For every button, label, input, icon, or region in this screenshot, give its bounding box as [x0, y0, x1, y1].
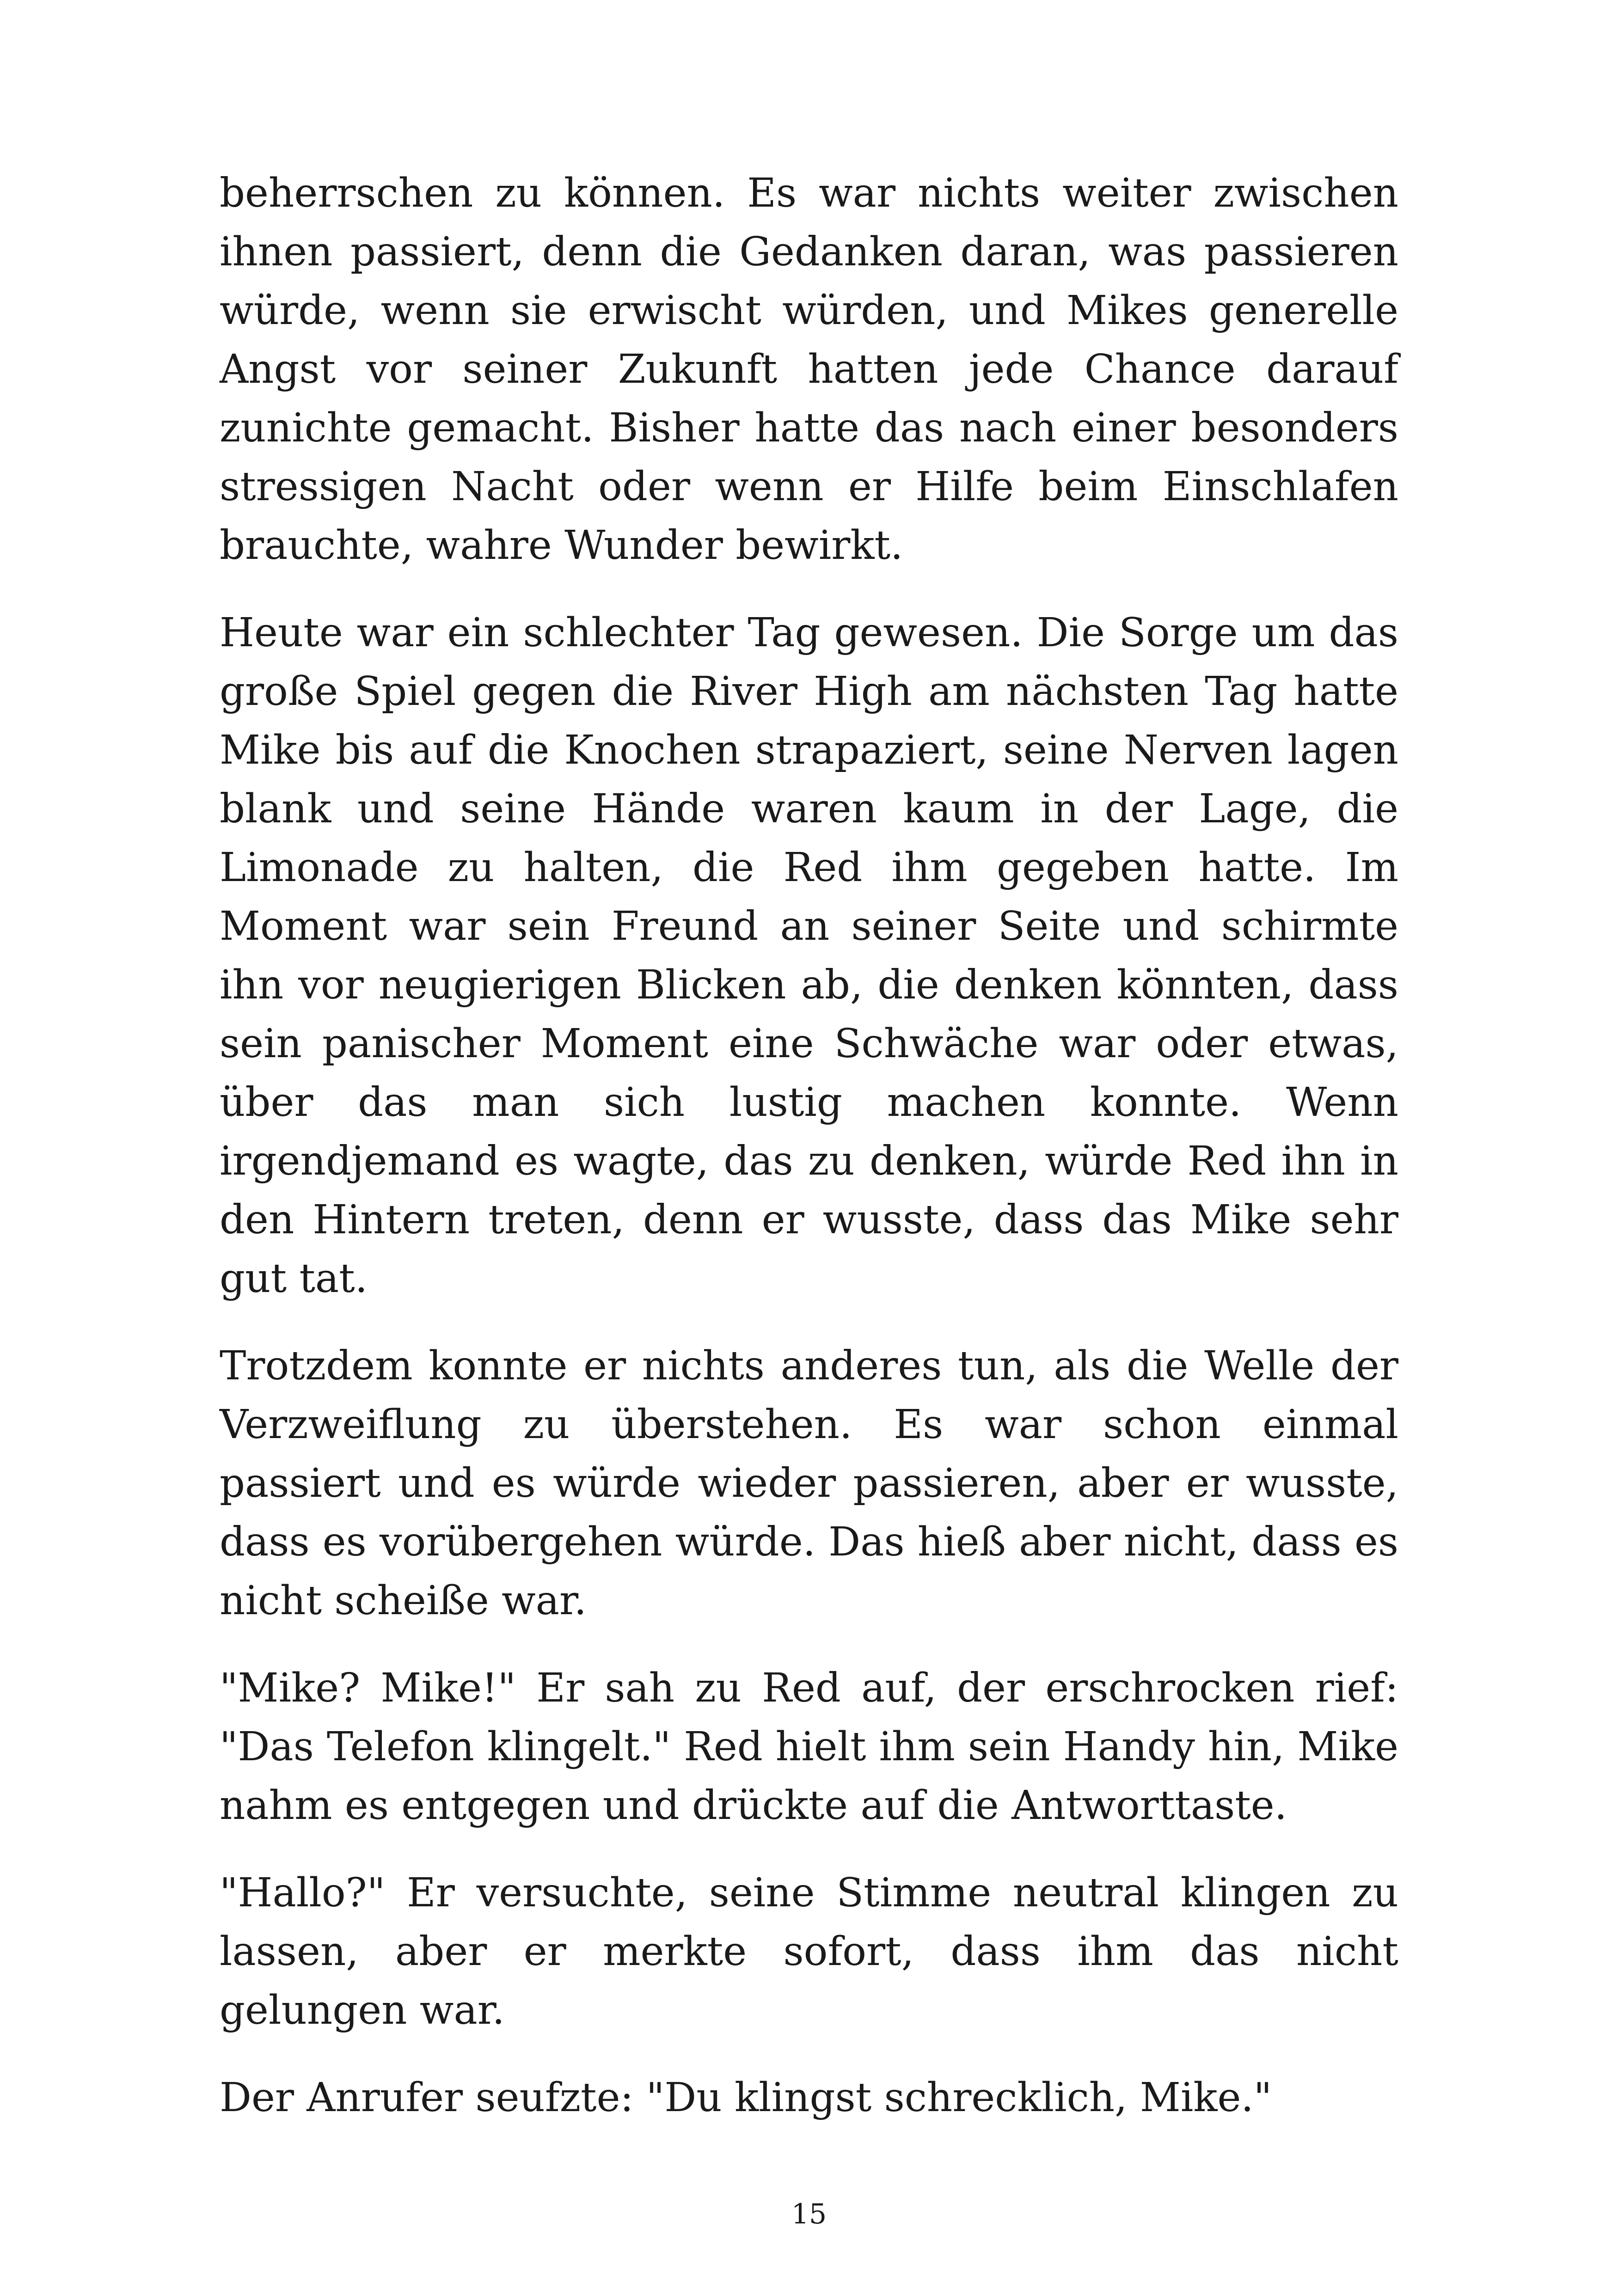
paragraph: beherrschen zu können. Es war nichts weiter zwischen ihnen passiert, denn die Gedanken daran, was passieren würde, wenn sie erwischt würden, und Mikes generelle Angst vor seiner Zukunft hatten jede Chance darauf zunichte gemacht. Bisher hatte das nach einer besonders stressigen Nacht oder wenn er Hilfe beim Einschlafen brauchte, wahre Wunder bewirkt.	[220, 170, 1398, 569]
paragraph: Heute war ein schlechter Tag gewesen. Die Sorge um das große Spiel gegen die River High am nächsten Tag hatte Mike bis auf die Knochen strapaziert, seine Nerven lagen blank und seine Hände waren kaum in der Lage, die Limonade zu halten, die Red ihm gegeben hatte. Im Moment war sein Freund an seiner Seite und schirmte ihn vor neugierigen Blicken ab, die denken könnten, dass sein panischer Moment eine Schwäche war oder etwas, über das man sich lustig machen konnte. Wenn irgendjemand es wagte, das zu denken, würde Red ihn in den Hintern treten, denn er wusste, dass das Mike sehr gut tat.	[220, 610, 1398, 1302]
paragraph: Trotzdem konnte er nichts anderes tun, als die Welle der Verzweiflung zu überstehen. Es war schon einmal passiert und es würde wieder passieren, aber er wusste, dass es vorübergehen würde. Das hieß aber nicht, dass es nicht scheiße war.	[220, 1343, 1398, 1624]
paragraph: Der Anrufer seufzte: "Du klingst schrecklich, Mike."	[220, 2075, 1272, 2121]
paragraph: "Mike? Mike!" Er sah zu Red auf, der erschrocken rief: "Das Telefon klingelt." Red hielt ihm sein Handy hin, Mike nahm es entgegen und drückte auf die Antworttaste.	[220, 1665, 1398, 1829]
page-number: 15	[791, 2198, 827, 2230]
paragraph: "Hallo?" Er versuchte, seine Stimme neutral klingen zu lassen, aber er merkte sofort, dass ihm das nicht gelungen war.	[220, 1870, 1398, 2033]
body-text	[220, 164, 1398, 2156]
